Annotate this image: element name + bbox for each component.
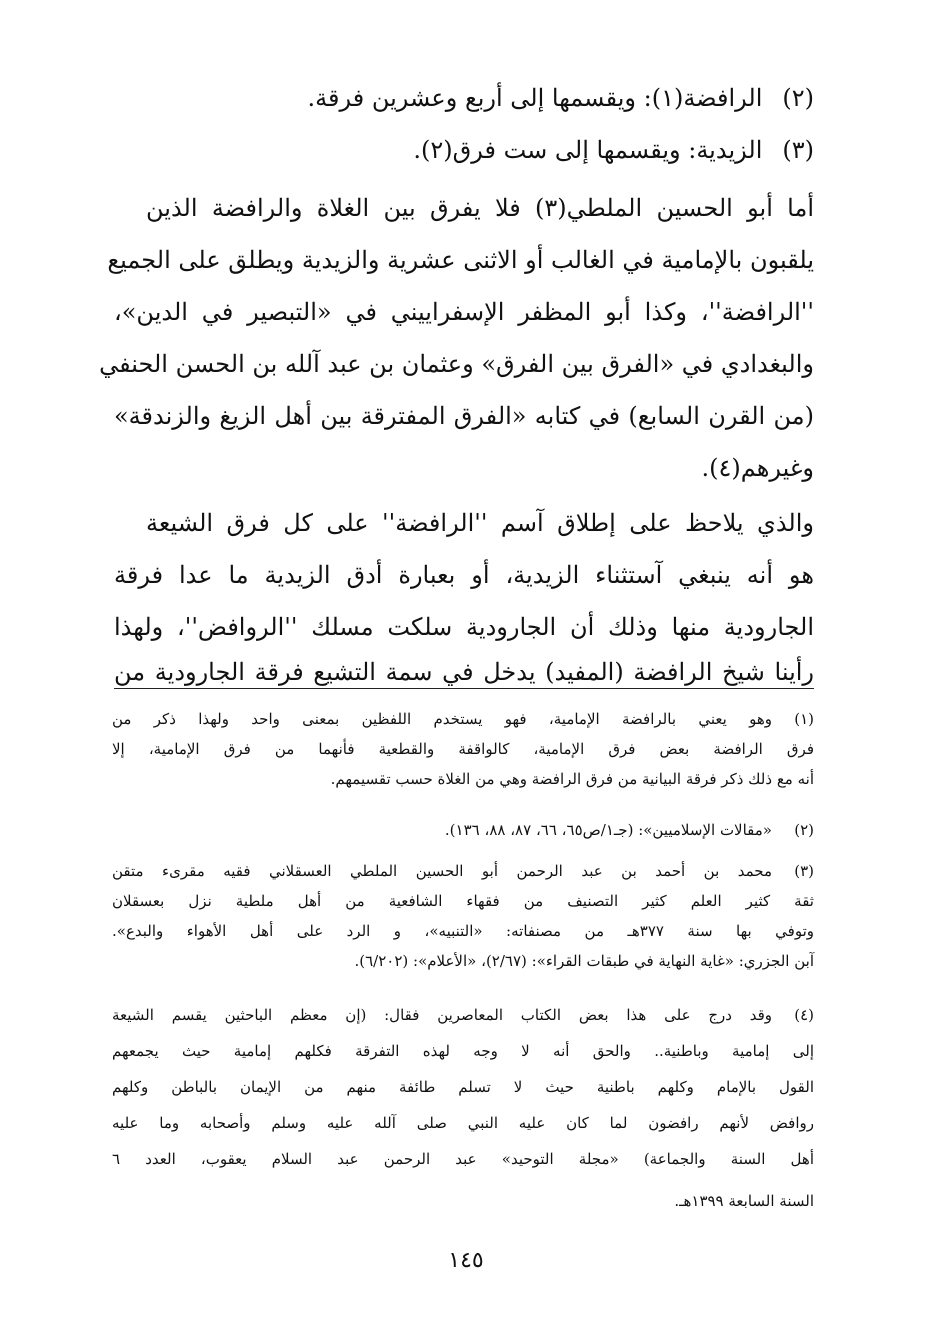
paragraph-line: أما أبو الحسين الملطي(٣) فلا يفرق بين الغلاة والرافضة الذين <box>146 194 815 222</box>
footnote-number: (٢) <box>794 821 814 839</box>
footnote-line: روافض لأنهم رافضون لما كان عليه النبي صلى آلله عليه وسلم وأصحابه وما عليه <box>112 1114 814 1132</box>
footnote-line: أهل السنة والجماعة) «مجلة التوحيد» عبد الرحمن عبد السلام يعقوب، العدد ٦ <box>112 1150 814 1168</box>
footnote-number: (١) <box>794 710 814 728</box>
list-item-number: (٣) <box>782 136 814 164</box>
paragraph-line: الجارودية منها وذلك أن الجارودية سلكت مسلك ''الروافض''، ولهذا <box>114 613 814 641</box>
footnote-line: السنة السابعة ١٣٩٩هـ. <box>674 1192 814 1210</box>
footnote-line: أنه مع ذلك ذكر فرقة البيانية من فرق الرافضة وهي من الغلاة حسب تقسيمهم. <box>330 770 814 788</box>
footnote-line: «مقالات الإسلاميين»: (جـ١/ص٦٥، ٦٦، ٨٧، ٨٨، ١٣٦). <box>444 821 772 839</box>
list-item-text: الرافضة(١): ويقسمها إلى أربع وعشرين فرقة. <box>307 84 763 112</box>
footnote-number: (٤) <box>794 1006 814 1024</box>
list-item-number: (٢) <box>782 84 814 112</box>
footnote-line: وهو يعني بالرافضة الإمامية، فهو يستخدم اللفظين بمعنى واحد ولهذا ذكر من <box>112 710 772 728</box>
paragraph-line: ''الرافضة''، وكذا أبو المظفر الإسفراييني في «التبصير في الدين»، <box>114 298 814 326</box>
footnote-line: إلى إمامية وباطنية.. والحق أنه لا وجه لهذه التفرقة فكلهم إمامية حيث يجمعهم <box>112 1042 814 1060</box>
footnote-line: وتوفي بها سنة ٣٧٧هـ من مصنفاته: «التنبيه»، و الرد على أهل الأهواء والبدع». <box>112 922 814 940</box>
footnote-number: (٣) <box>794 862 814 880</box>
paragraph-line: (من القرن السابع) في كتابه «الفرق المفترقة بين أهل الزيغ والزندقة» <box>114 402 814 430</box>
list-item <box>308 78 815 118</box>
footnote-line: محمد بن أحمد بن عبد الرحمن أبو الحسين الملطي العسقلاني فقيه مقرىء متقن <box>112 862 772 880</box>
page-number: ١٤٥ <box>448 1248 484 1273</box>
footnote-line: وقد درج على هذا بعض الكتاب المعاصرين فقال: (إن معظم الباحثين يقسم الشيعة <box>112 1006 772 1024</box>
paragraph-line: وغيرهم(٤). <box>701 454 814 482</box>
paragraph-line: والبغدادي في «الفرق بين الفرق» وعثمان بن عبد آلله بن الحسن الحنفي <box>99 350 814 378</box>
paragraph-line: هو أنه ينبغي آستثناء الزيدية، أو بعبارة أدق الزيدية ما عدا فرقة <box>114 561 814 589</box>
paragraph-line: رأينا شيخ الرافضة (المفيد) يدخل في سمة التشيع فرقة الجارودية من <box>114 658 815 686</box>
footnote-line: ثقة كثير العلم كثير التصنيف من فقهاء الشافعية من أهل ملطية نزل بعسقلان <box>112 892 814 910</box>
footnote-separator <box>114 688 814 689</box>
list-item <box>413 130 814 170</box>
footnote-line: فرق الرافضة بعض فرق الإمامية، كالواقفة والقطعية فأنهما من فرق الإمامية، إلا <box>112 740 814 758</box>
footnote-line: القول بالإمام وكلهم باطنية حيث لا تسلم طائفة منهم من الإيمان بالباطن وكلهم <box>112 1078 814 1096</box>
paragraph-line: والذي يلاحظ على إطلاق آسم ''الرافضة'' على كل فرق الشيعة <box>146 509 814 537</box>
list-item-text: الزيدية: ويقسمها إلى ست فرق(٢). <box>413 136 763 164</box>
footnote-line: آبن الجزري: «غاية النهاية في طبقات القراء»: (٢/٦٧)، «الأعلام»: (٦/٢٠٢). <box>354 952 814 970</box>
paragraph-line: يلقبون بالإمامية في الغالب أو الاثنى عشرية والزيدية ويطلق على الجميع <box>107 246 814 274</box>
